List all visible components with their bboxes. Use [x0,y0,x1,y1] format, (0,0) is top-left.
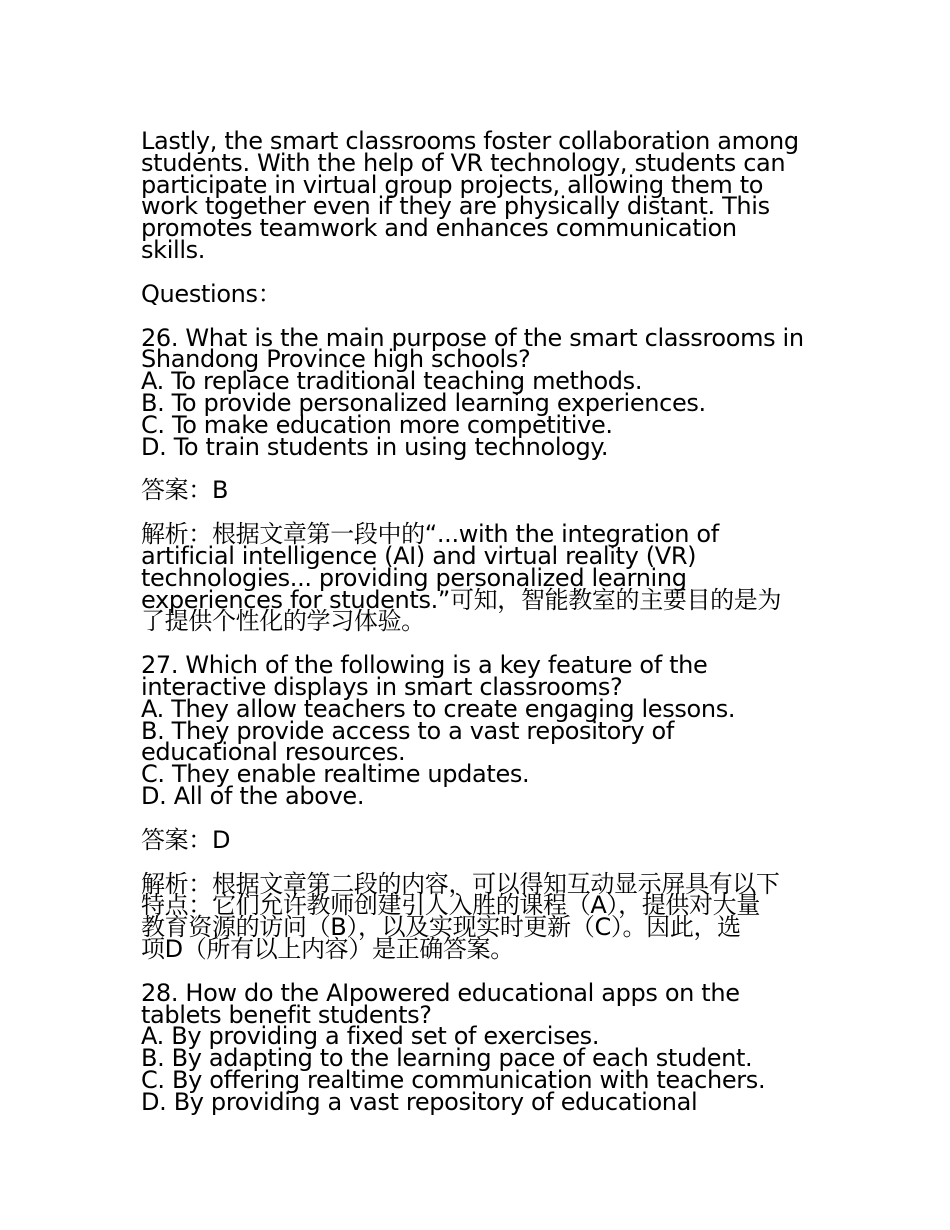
analysis-line: 了提供个性化的学习体验。 [141,607,425,636]
analysis-26 [141,520,821,636]
option-b-cont: educational resources. [141,738,406,767]
option-a: A. They allow teachers to create engaging lessons. [141,694,736,723]
question-text: interactive displays in smart classrooms? [141,672,623,701]
intro-line: work together even if they are physically distant. This [141,192,770,221]
option-c: C. By offering realtime communication with teachers. [141,1065,766,1094]
document-page [141,127,821,1135]
analysis-line: 解析：根据文章第一段中的“...with the integration of [141,520,719,549]
intro-line: promotes teamwork and enhances communication [141,214,737,243]
question-text: 27. Which of the following is a key feature of the [141,651,708,680]
question-text: Shandong Province high schools? [141,345,531,374]
question-27 [141,651,821,810]
question-text: 28. How do the AIpowered educational apps on the [141,978,740,1007]
intro-line: skills. [141,235,206,264]
analysis-line: 项D（所有以上内容）是正确答案。 [141,934,514,963]
intro-line: participate in virtual group projects, allowing them to [141,170,764,199]
option-c: C. To make education more competitive. [141,410,613,439]
option-b: B. To provide personalized learning experiences. [141,388,706,417]
question-text: 26. What is the main purpose of the smart classrooms in [141,323,804,352]
analysis-line: 特点：它们允许教师创建引人入胜的课程（A），提供对大量 [141,891,760,920]
analysis-line: technologies... providing personalized learning [141,563,687,592]
option-c: C. They enable realtime updates. [141,760,530,789]
question-text: tablets benefit students? [141,1000,432,1029]
intro-line: students. With the help of VR technology, students can [141,148,786,177]
question-26 [141,323,821,461]
questions-heading: Questions： [141,279,282,308]
option-d: D. By providing a vast repository of educational [141,1087,698,1116]
option-d: D. To train students in using technology. [141,432,609,461]
analysis-line: experiences for students.”可知，智能教室的主要目的是为 [141,585,782,614]
analysis-27 [141,869,821,963]
question-28 [141,978,821,1116]
option-d: D. All of the above. [141,781,365,810]
option-a: A. By providing a fixed set of exercises. [141,1022,600,1051]
option-a: A. To replace traditional teaching methods. [141,367,643,396]
intro-line: Lastly, the smart classrooms foster collaboration among [141,127,799,155]
analysis-line: 解析：根据文章第二段的内容，可以得知互动显示屏具有以下 [141,869,780,898]
answer-27: 答案：D [141,825,231,854]
analysis-line: 教育资源的访问（B），以及实现实时更新（C）。因此，选 [141,913,741,942]
answer-26: 答案：B [141,476,229,505]
intro-paragraph [141,127,821,264]
option-b: B. They provide access to a vast repository of [141,716,674,745]
option-b: B. By adapting to the learning pace of each student. [141,1044,753,1073]
analysis-line: artificial intelligence (AI) and virtual reality (VR) [141,541,697,570]
